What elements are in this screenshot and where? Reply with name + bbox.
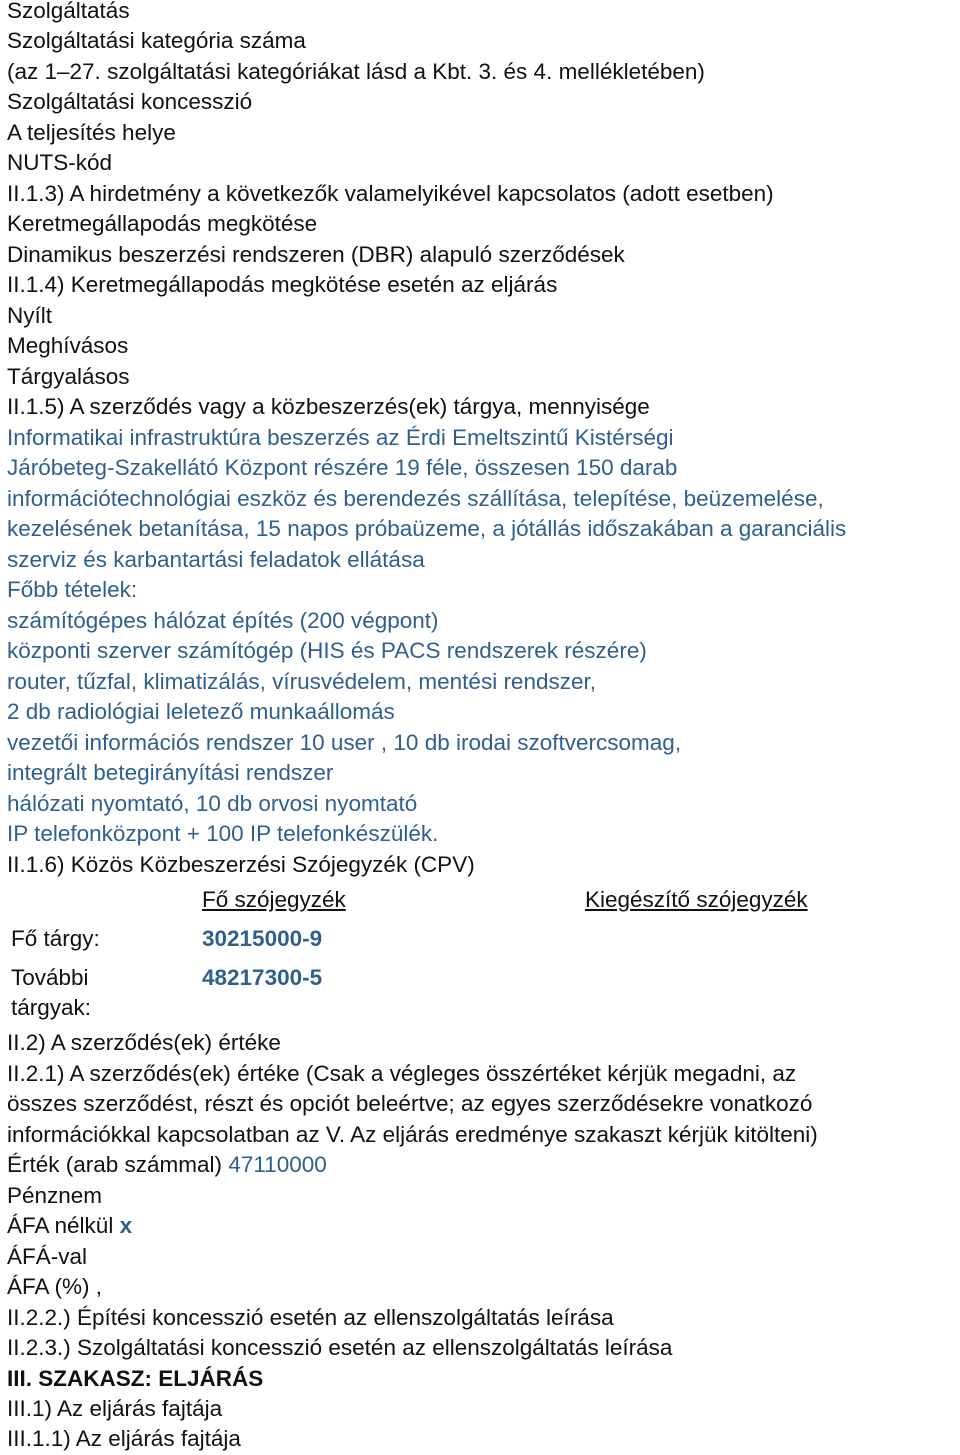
description-line: 2 db radiológiai leletező munkaállomás — [7, 699, 395, 724]
text-line: II.2.2.) Építési koncesszió esetén az ellenszolgáltatás leírása — [7, 1305, 614, 1330]
value-amount: 47110000 — [228, 1152, 327, 1177]
description-line: információtechnológiai eszköz és berendezés szállítása, telepítése, beüzemelése, — [7, 486, 824, 511]
section-title: III. SZAKASZ: ELJÁRÁS — [7, 1366, 264, 1391]
text-line: A teljesítés helye — [7, 120, 176, 145]
vat-incl-label: ÁFÁ-val — [7, 1244, 88, 1269]
value-label: Érték (arab számmal) — [7, 1152, 223, 1177]
description-line: számítógépes hálózat építés (200 végpont) — [7, 608, 439, 633]
section-heading: II.2) A szerződés(ek) értéke — [7, 1030, 281, 1055]
vat-pct-label: ÁFA (%) , — [7, 1274, 103, 1299]
text-line: Keretmegállapodás megkötése — [7, 211, 318, 236]
description-line: integrált betegirányítási rendszer — [7, 760, 334, 785]
currency-label: Pénznem — [7, 1183, 103, 1208]
vat-excl-mark: x — [119, 1213, 133, 1238]
text-line: III.1.1) Az eljárás fajtája — [7, 1426, 241, 1451]
text-line: (az 1–27. szolgáltatási kategóriákat lásd a Kbt. 3. és 4. mellékletében) — [7, 59, 705, 84]
cpv-main-code: 30215000-9 — [202, 926, 323, 951]
text-line: II.2.3.) Szolgáltatási koncesszió esetén az ellenszolgáltatás leírása — [7, 1335, 673, 1360]
cpv-supp-header: Kiegészítő szójegyzék — [585, 887, 808, 912]
description-line: Főbb tételek: — [7, 577, 138, 602]
cpv-heading: II.1.6) Közös Közbeszerzési Szójegyzék (CPV) — [7, 852, 475, 877]
description-line: Informatikai infrastruktúra beszerzés az Érdi Emeltszintű Kistérségi — [7, 425, 674, 450]
text-line: összes szerződést, részt és opciót beleértve; az egyes szerződésekre vonatkozó — [7, 1091, 813, 1116]
description-line: központi szerver számítógép (HIS és PACS rendszerek részére) — [7, 638, 647, 663]
text-line: Szolgáltatási kategória száma — [7, 28, 306, 53]
text-line: Meghívásos — [7, 333, 129, 358]
cpv-other-code: 48217300-5 — [202, 965, 323, 990]
vat-excl-label: ÁFA nélkül — [7, 1213, 114, 1238]
cpv-other-label: tárgyak: — [11, 995, 92, 1020]
text-line: NUTS-kód — [7, 150, 113, 175]
description-line: Járóbeteg-Szakellátó Központ részére 19 féle, összesen 150 darab — [7, 455, 678, 480]
section-heading: II.1.4) Keretmegállapodás megkötése esetén az eljárás — [7, 272, 558, 297]
cpv-other-label: További — [11, 965, 89, 990]
description-line: IP telefonközpont + 100 IP telefonkészülék. — [7, 821, 439, 846]
vat-excl-line — [7, 1212, 132, 1240]
text-line: információkkal kapcsolatban az V. Az eljárás eredménye szakaszt kérjük kitölteni) — [7, 1122, 818, 1147]
text-line: Nyílt — [7, 303, 52, 328]
description-line: vezetői információs rendszer 10 user , 10 db irodai szoftvercsomag, — [7, 730, 682, 755]
text-line: III.1) Az eljárás fajtája — [7, 1396, 223, 1421]
description-line: router, tűzfal, klimatizálás, vírusvédelem, mentési rendszer, — [7, 669, 596, 694]
text-line: Szolgáltatás — [7, 0, 130, 23]
value-line — [7, 1151, 327, 1179]
description-line: szerviz és karbantartási feladatok ellátása — [7, 547, 425, 572]
section-heading: II.1.5) A szerződés vagy a közbeszerzés(ek) tárgya, mennyisége — [7, 394, 650, 419]
description-line: hálózati nyomtató, 10 db orvosi nyomtató — [7, 791, 418, 816]
text-line: Tárgyalásos — [7, 364, 130, 389]
cpv-main-header: Fő szójegyzék — [202, 887, 346, 912]
text-line: Szolgáltatási koncesszió — [7, 89, 253, 114]
text-line: Dinamikus beszerzési rendszeren (DBR) alapuló szerződések — [7, 242, 625, 267]
description-line: kezelésének betanítása, 15 napos próbaüzeme, a jótállás időszakában a garanciális — [7, 516, 847, 541]
cpv-main-label: Fő tárgy: — [11, 926, 100, 951]
text-line: II.2.1) A szerződés(ek) értéke (Csak a végleges összértéket kérjük megadni, az — [7, 1061, 797, 1086]
section-heading: II.1.3) A hirdetmény a következők valamelyikével kapcsolatos (adott esetben) — [7, 181, 774, 206]
